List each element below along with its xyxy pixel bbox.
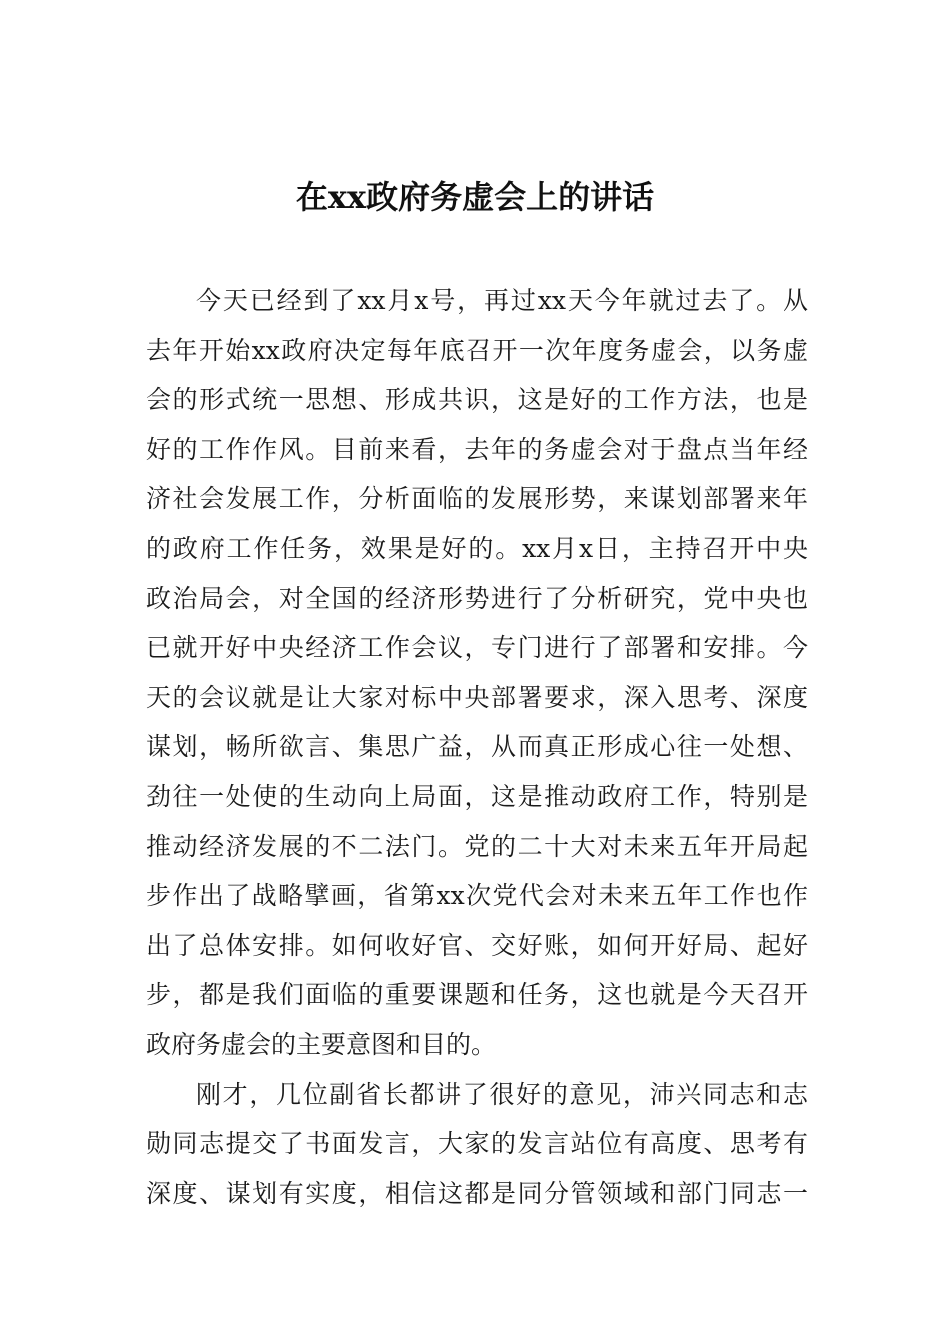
text-line: 步作出了战略擘画，省第xx次党代会对未来五年工作也作 xyxy=(146,881,808,911)
text-line: 出了总体安排。如何收好官、交好账，如何开好局、起好 xyxy=(146,930,808,960)
text-line: 政府务虚会的主要意图和目的。 xyxy=(146,1029,497,1059)
text-line: 今天已经到了xx月x号，再过xx天今年就过去了。从 xyxy=(196,286,808,315)
text-line: 推动经济发展的不二法门。党的二十大对未来五年开局起 xyxy=(146,831,808,861)
text-line: 已就开好中央经济工作会议，专门进行了部署和安排。今 xyxy=(146,633,808,663)
text-line: 深度、谋划有实度，相信这都是同分管领域和部门同志一 xyxy=(146,1178,808,1208)
document-body xyxy=(146,276,808,1218)
paragraph xyxy=(146,276,808,1070)
text-line: 勋同志提交了书面发言，大家的发言站位有高度、思考有 xyxy=(146,1129,808,1159)
paragraph xyxy=(146,1070,808,1219)
text-line: 劲往一处使的生动向上局面，这是推动政府工作，特别是 xyxy=(146,781,808,811)
text-line: 去年开始xx政府决定每年底召开一次年度务虚会，以务虚 xyxy=(146,335,808,365)
text-line: 好的工作作风。目前来看，去年的务虚会对于盘点当年经 xyxy=(146,434,808,464)
text-line: 刚才，几位副省长都讲了很好的意见，沛兴同志和志 xyxy=(196,1079,808,1109)
text-line: 步，都是我们面临的重要课题和任务，这也就是今天召开 xyxy=(146,980,808,1010)
text-line: 济社会发展工作，分析面临的发展形势，来谋划部署来年 xyxy=(146,484,808,514)
text-line: 政治局会，对全国的经济形势进行了分析研究，党中央也 xyxy=(146,583,808,613)
text-line: 会的形式统一思想、形成共识，这是好的工作方法，也是 xyxy=(146,385,808,415)
document-title: 在xx政府务虚会上的讲话 xyxy=(295,178,655,216)
text-line: 天的会议就是让大家对标中央部署要求，深入思考、深度 xyxy=(146,682,808,712)
text-line: 谋划，畅所欲言、集思广益，从而真正形成心往一处想、 xyxy=(146,732,808,762)
text-line: 的政府工作任务，效果是好的。xx月x日，主持召开中央 xyxy=(146,533,808,563)
